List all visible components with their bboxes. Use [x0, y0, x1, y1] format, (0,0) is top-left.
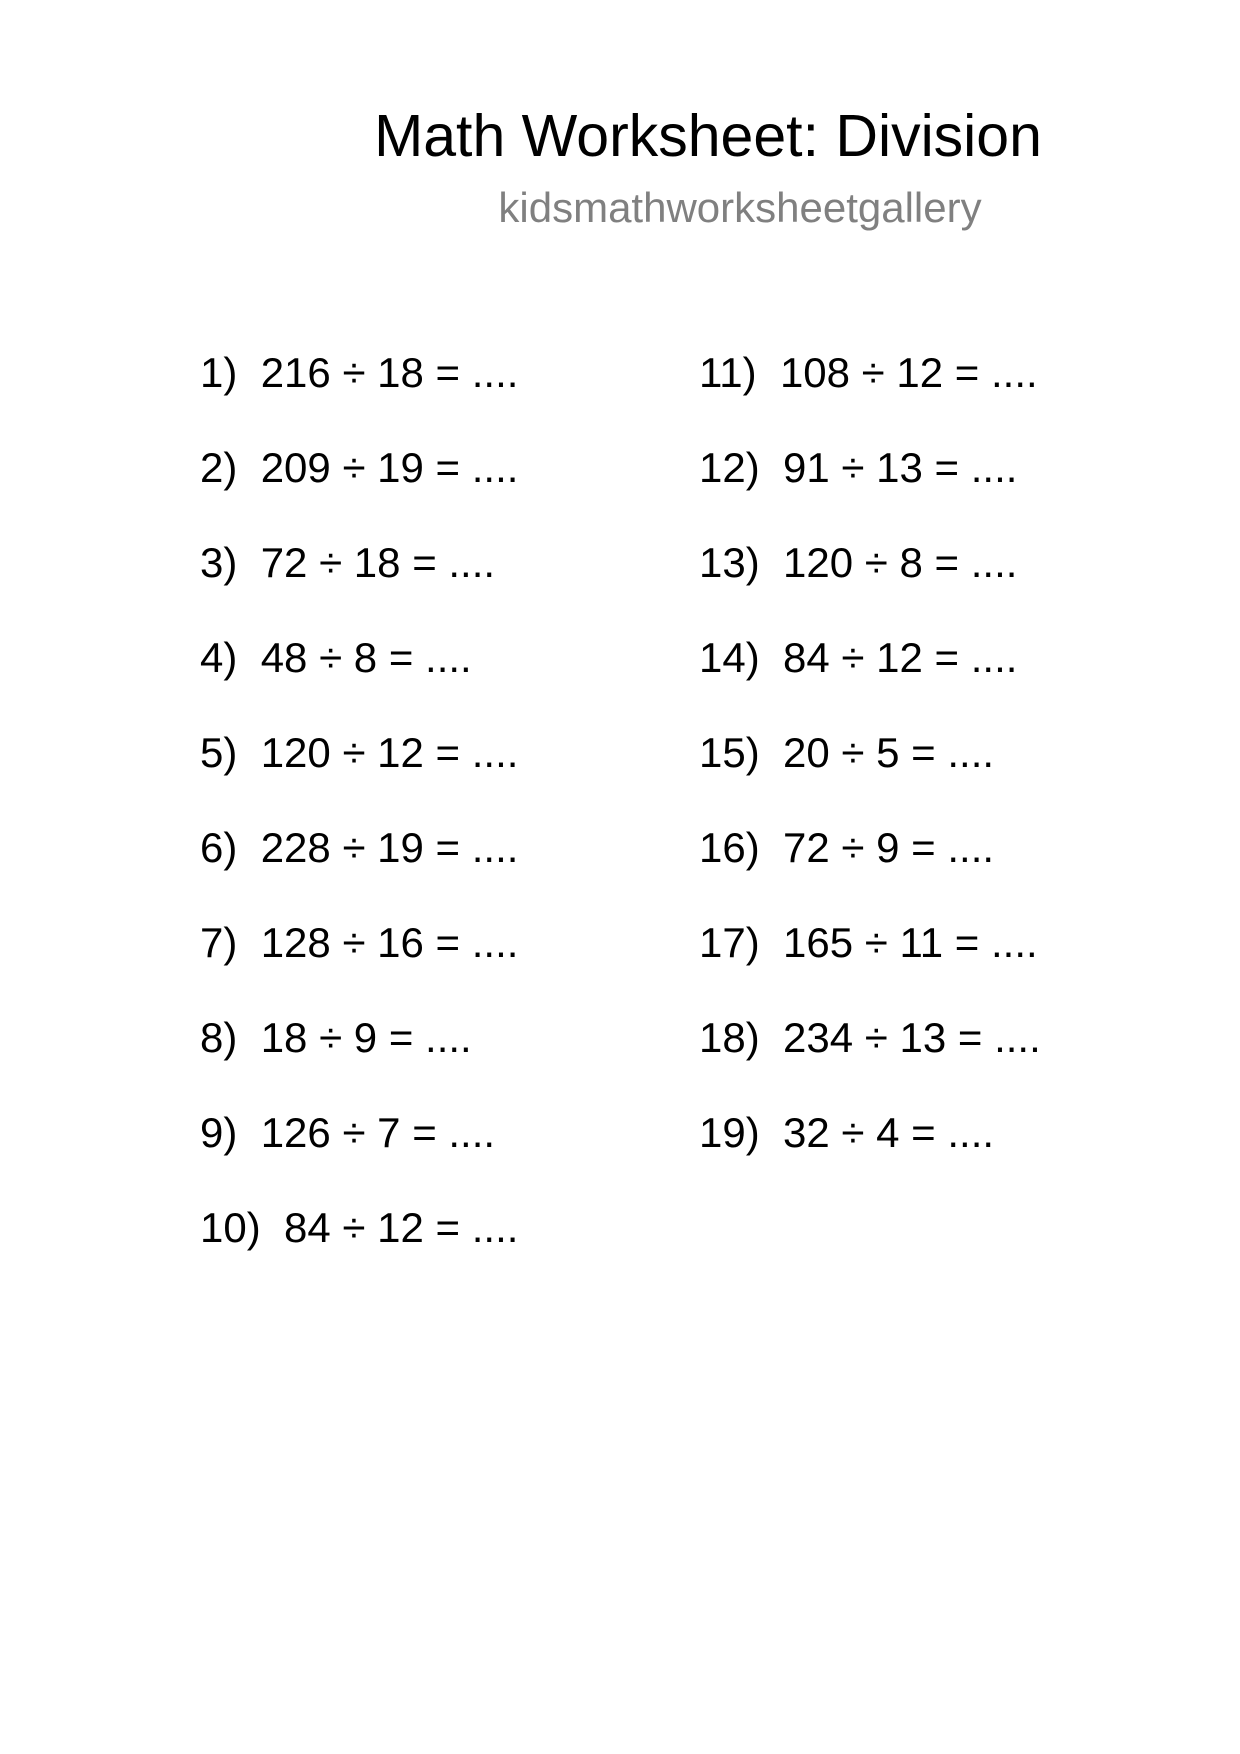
problem-item [200, 1103, 518, 1198]
problem-item [200, 913, 518, 1008]
problem-expression: 209 ÷ 19 = .... [260, 444, 519, 491]
problem-expression: 84 ÷ 12 = .... [783, 634, 1018, 681]
problem-expression: 128 ÷ 16 = .... [260, 919, 519, 966]
problem-item [200, 533, 518, 628]
problem-expression: 72 ÷ 9 = .... [783, 824, 995, 871]
problem-number: 2) [200, 444, 238, 491]
problem-expression: 84 ÷ 12 = .... [284, 1204, 519, 1251]
problem-number: 9) [200, 1109, 238, 1156]
problem-number: 10) [200, 1204, 261, 1251]
problem-number: 7) [200, 919, 238, 966]
problem-item [699, 818, 1041, 913]
problem-item [699, 628, 1041, 723]
problem-expression: 120 ÷ 8 = .... [783, 539, 1018, 586]
problem-item [699, 1008, 1041, 1103]
problem-item [200, 438, 518, 533]
problem-expression: 91 ÷ 13 = .... [783, 444, 1018, 491]
problem-expression: 165 ÷ 11 = .... [783, 919, 1038, 966]
problem-expression: 120 ÷ 12 = .... [260, 729, 519, 776]
problem-expression: 18 ÷ 9 = .... [260, 1014, 472, 1061]
problem-item [200, 818, 518, 913]
problem-expression: 216 ÷ 18 = .... [260, 349, 519, 396]
problem-expression: 126 ÷ 7 = .... [260, 1109, 496, 1156]
problem-expression: 20 ÷ 5 = .... [783, 729, 995, 776]
problem-item [699, 533, 1041, 628]
problem-number: 1) [200, 349, 238, 396]
problem-number: 4) [200, 634, 238, 681]
problem-item [699, 1103, 1041, 1198]
problem-number: 14) [699, 634, 760, 681]
problem-expression: 48 ÷ 8 = .... [260, 634, 472, 681]
problem-expression: 108 ÷ 12 = .... [779, 349, 1038, 396]
problem-number: 15) [699, 729, 760, 776]
problem-item [200, 723, 518, 818]
problem-item [200, 343, 518, 438]
problem-expression: 234 ÷ 13 = .... [783, 1014, 1041, 1061]
problem-item [699, 723, 1041, 818]
problem-expression: 72 ÷ 18 = .... [260, 539, 496, 586]
problem-number: 6) [200, 824, 238, 871]
problem-number: 11) [699, 349, 757, 396]
problem-number: 13) [699, 539, 760, 586]
problem-number: 19) [699, 1109, 760, 1156]
problem-item [200, 1008, 518, 1103]
problem-item [699, 438, 1041, 533]
problem-item [200, 1198, 518, 1293]
problem-number: 16) [699, 824, 760, 871]
problem-item [699, 343, 1041, 438]
problem-expression: 32 ÷ 4 = .... [783, 1109, 995, 1156]
problem-item [200, 628, 518, 723]
problem-number: 5) [200, 729, 238, 776]
problem-column-right [699, 343, 1041, 1198]
problem-number: 8) [200, 1014, 238, 1061]
problem-number: 18) [699, 1014, 760, 1061]
page-title: Math Worksheet: Division [374, 103, 1042, 169]
problem-column-left [200, 343, 518, 1293]
page-subtitle: kidsmathworksheetgallery [498, 184, 982, 231]
problem-number: 17) [699, 919, 760, 966]
problem-expression: 228 ÷ 19 = .... [260, 824, 519, 871]
problem-item [699, 913, 1041, 1008]
problem-number: 3) [200, 539, 238, 586]
problem-number: 12) [699, 444, 760, 491]
